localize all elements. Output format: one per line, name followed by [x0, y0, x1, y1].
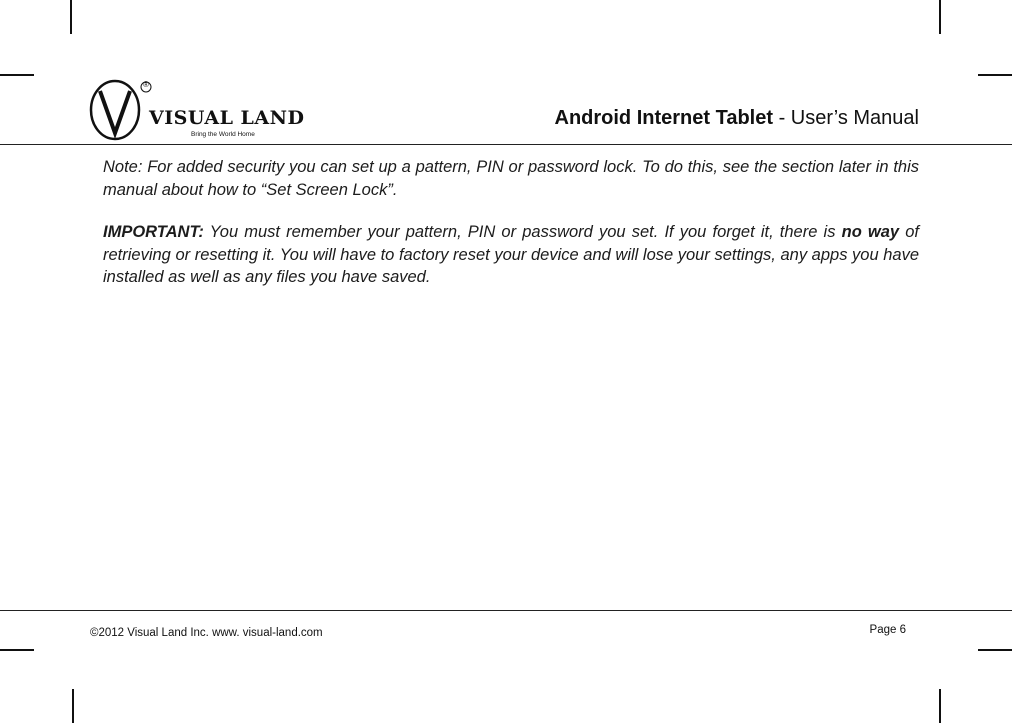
brand-tagline: Bring the World Home [191, 131, 255, 138]
footer-divider [0, 610, 1012, 611]
footer-copyright: ©2012 Visual Land Inc. www. visual-land.com [90, 627, 323, 639]
important-emphasis: no way [841, 223, 900, 241]
header-divider [0, 144, 1012, 145]
crop-mark-left-lower [0, 649, 34, 651]
visual-land-logo [88, 78, 305, 148]
manual-title-rest: - User’s Manual [773, 107, 919, 129]
crop-mark-right-upper [978, 74, 1012, 76]
crop-mark-right-lower [978, 649, 1012, 651]
manual-title [555, 107, 920, 130]
crop-mark-left-upper [0, 74, 34, 76]
crop-mark-bottom-left [72, 689, 74, 723]
page-body [103, 156, 919, 309]
brand-name: VISUAL LAND [149, 107, 305, 129]
note-paragraph: Note: For added security you can set up a pattern, PIN or password lock. To do this, see the section later in this manual about how to “Set Screen Lock”. [103, 158, 919, 199]
important-label: IMPORTANT: [103, 223, 204, 241]
important-paragraph [103, 221, 919, 289]
crop-mark-top-right [939, 0, 941, 34]
manual-title-bold: Android Internet Tablet [554, 107, 774, 129]
registered-mark: ® [143, 80, 149, 89]
page-number: Page 6 [869, 624, 906, 636]
crop-mark-bottom-right [939, 689, 941, 723]
important-text-1: You must remember your pattern, PIN or password you set. If you forget it, there is [203, 223, 842, 241]
important-text-2: of retrieving or resetting it. You will have to factory reset your device and will lose your settings, any apps you have installed as well as any files you have saved. [103, 223, 919, 286]
crop-mark-top-left [70, 0, 72, 34]
